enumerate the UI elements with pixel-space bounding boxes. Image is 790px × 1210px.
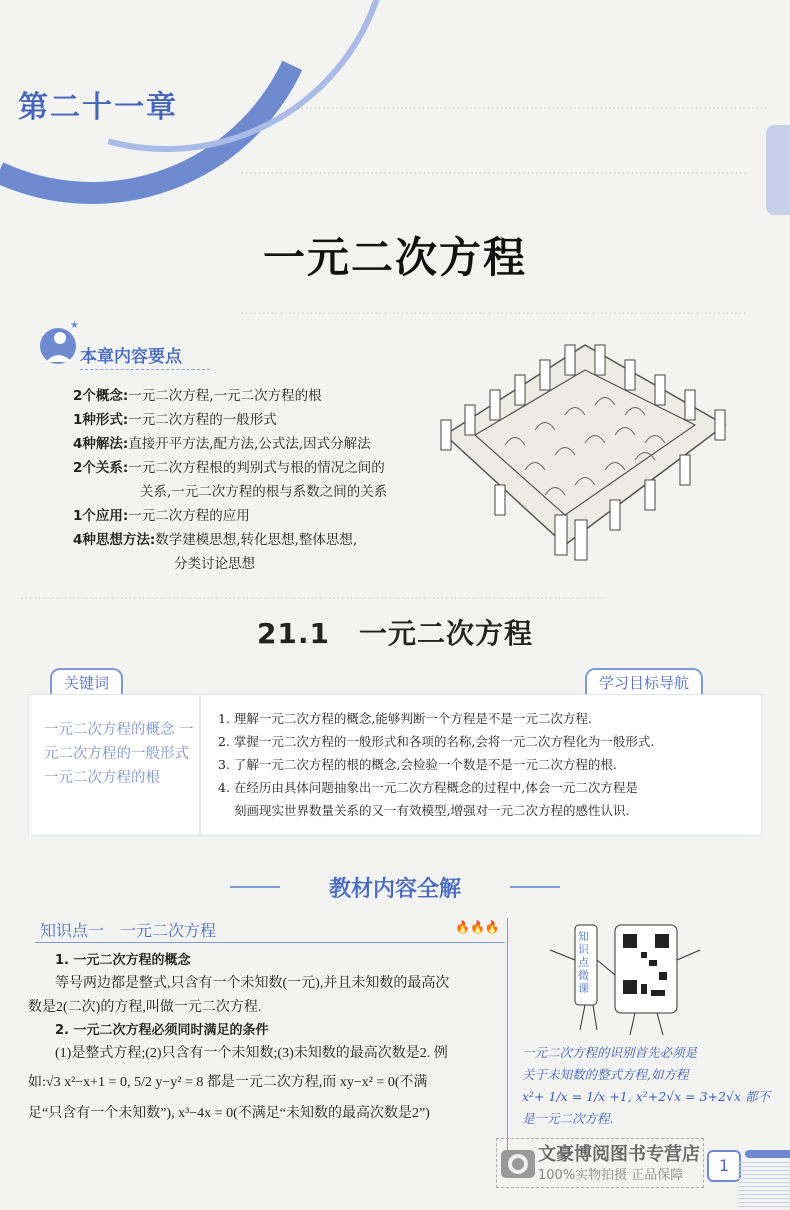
summary-heading: 本章内容要点 [80, 342, 210, 370]
summary-row [73, 432, 371, 456]
summary-value: 分类讨论思想 [174, 556, 255, 572]
content-banner: 教材内容全解 [328, 877, 461, 902]
kp-text: 足“只含有一个未知数”), x³−4x = 0(不满足“未知数的最高次数是2”) [28, 1106, 430, 1121]
handwritten-note [522, 1042, 772, 1130]
summary-value: 数学建模思想,转化思想,整体思想, [155, 532, 358, 548]
bleed-through-text: ……………………………………………………………………………………………………… [240, 163, 747, 178]
chapter-title: 一元二次方程 [262, 233, 527, 282]
camera-icon [499, 1142, 537, 1182]
bleed-through-text: ……………………………………………………………………………………………………… [240, 303, 747, 318]
decorative-lines [738, 1162, 790, 1210]
note-line: x²+ 1/x = 1/x +1, x²+2√x = 3+2√x 都不 [522, 1089, 770, 1104]
note-line: 一元二次方程的识别首先必须是 [522, 1045, 698, 1060]
summary-key: 1种形式: [73, 412, 129, 428]
kp-subheading: 2. 一元二次方程必须同时满足的条件 [55, 1023, 269, 1038]
summary-value: 关系,一元二次方程的根与系数之间的关系 [140, 484, 388, 500]
bleed-through-text: ……………………………………………………………………………………………… [300, 98, 768, 113]
summary-value: 一元二次方程根的判别式与根的情况之间的 [128, 460, 385, 476]
kp-text: 等号两边都是整式,只含有一个未知数(一元),并且未知数的最高次 [55, 976, 450, 991]
decorative-bar [745, 1150, 790, 1158]
summary-value: 直接开平方法,配方法,公式法,因式分解法 [128, 436, 371, 452]
summary-value: 一元二次方程的一般形式 [128, 412, 277, 428]
note-line: 是一元二次方程. [522, 1111, 614, 1126]
objective-item: 3. 了解一元二次方程的根的概念,会检验一个数是不是一元二次方程的根. [218, 757, 617, 772]
summary-row [73, 408, 277, 432]
summary-key: 1个应用: [73, 508, 129, 524]
objectives-tab: 学习目标导航 [585, 668, 703, 696]
watermark-store-name: 文豪博阅图书专营店 [538, 1144, 700, 1165]
qr-label: 知识点微课 [578, 930, 589, 995]
summary-row [140, 480, 387, 504]
summary-key: 2个关系: [73, 460, 129, 476]
note-line: 关于未知数的整式方程,如方程 [522, 1067, 689, 1082]
keywords-tab: 关键词 [50, 668, 123, 696]
summary-value: 一元二次方程,一元二次方程的根 [128, 388, 322, 404]
objective-item: 1. 理解一元二次方程的概念,能够判断一个方程是不是一元二次方程. [218, 711, 592, 726]
heading-underline [35, 942, 505, 943]
chapter-label: 第二十一章 [18, 90, 178, 125]
kp-text: 如:√3 x²−x+1 = 0, 5/2 y−y² = 8 都是一元二次方程,而 xy−x² = 0(不满 [28, 1075, 428, 1090]
summary-key: 4种思想方法: [73, 532, 156, 548]
side-tab [766, 125, 790, 215]
knowledge-point-heading: 知识点一 一元二次方程 [40, 921, 217, 940]
kp-text: (1)是整式方程;(2)只含有一个未知数;(3)未知数的最高次数是2. 例 [55, 1046, 448, 1061]
section-title: 21.1 一元二次方程 [256, 617, 534, 650]
kp-text: 数是2(二次)的方程,叫做一元二次方程. [28, 1000, 262, 1015]
objective-item: 刻画现实世界数量关系的又一有效模型,增强对一元二次方程的感性认识. [234, 803, 630, 818]
watermark-guarantee: 100%实物拍摄 正品保障 [538, 1168, 684, 1183]
summary-key: 2个概念: [73, 388, 129, 404]
objective-item: 4. 在经历由具体问题抽象出一元二次方程概念的过程中,体会一元二次方程是 [218, 780, 638, 795]
summary-row [73, 504, 250, 528]
bleed-through-text: ……………………………………………………………………………………………………………………… [20, 588, 605, 603]
summary-value: 一元二次方程的应用 [128, 508, 250, 524]
reading-person-icon [36, 318, 82, 368]
summary-row [73, 528, 357, 552]
summary-row [73, 384, 322, 408]
objective-item: 2. 掌握一元二次方程的一般形式和各项的名称,会将一元二次方程化为一般形式. [218, 734, 655, 749]
qr-mascot-illustration [535, 920, 715, 1040]
keywords-text: 一元二次方程的概念 一元二次方程的一般形式 一元二次方程的根 [44, 722, 194, 786]
summary-row [174, 552, 255, 576]
page-number: 1 [707, 1150, 741, 1182]
vegetable-garden-illustration [435, 325, 735, 565]
difficulty-flames-icon: 🔥🔥🔥 [455, 920, 500, 934]
svg-text:★: ★ [70, 320, 79, 331]
margin-line [507, 918, 508, 1168]
summary-key: 4种解法: [73, 436, 129, 452]
summary-row [73, 456, 385, 480]
kp-subheading: 1. 一元二次方程的概念 [55, 953, 191, 968]
